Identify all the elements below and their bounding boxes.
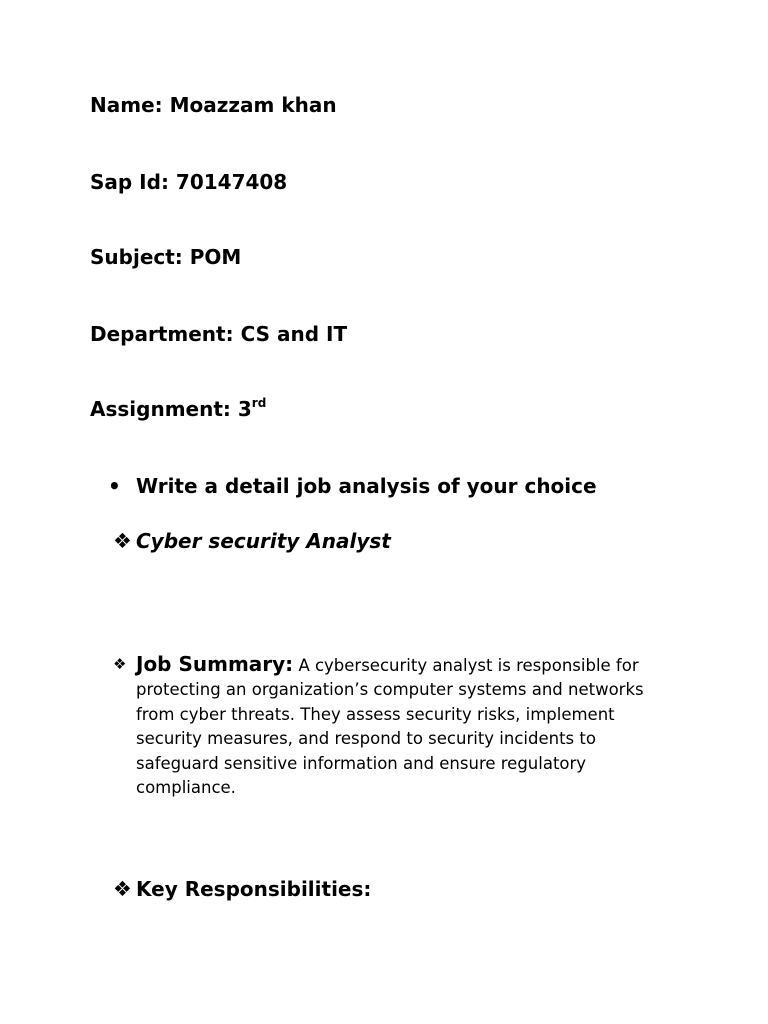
task-text: Write a detail job analysis of your choice xyxy=(136,474,597,498)
student-name: Name: Moazzam khan xyxy=(90,93,337,117)
job-summary-heading: Job Summary: xyxy=(136,652,294,676)
diamond-bullet-icon: ❖ xyxy=(113,655,127,673)
diamond-bullet-icon: ❖ xyxy=(113,529,132,553)
assignment-suffix: rd xyxy=(251,396,267,410)
diamond-bullet-icon: ❖ xyxy=(113,877,132,901)
department: Department: CS and IT xyxy=(90,322,348,346)
key-responsibilities-heading: Key Responsibilities: xyxy=(136,877,372,901)
assignment-label: Assignment: 3 xyxy=(90,397,252,421)
sap-id: Sap Id: 70147408 xyxy=(90,170,288,194)
bullet-dot-icon: • xyxy=(108,474,121,498)
job-summary-paragraph xyxy=(136,652,681,800)
assignment-number xyxy=(90,396,266,422)
subject: Subject: POM xyxy=(90,245,242,269)
job-summary-text: A cybersecurity analyst is responsible for protecting an organization’s computer systems and networks from cyber threats. They assess security risks, implement security measures, and respond to security incidents to safeguard sensitive information and ensure regulatory compliance. xyxy=(136,656,644,798)
role-title: Cyber security Analyst xyxy=(136,529,391,553)
